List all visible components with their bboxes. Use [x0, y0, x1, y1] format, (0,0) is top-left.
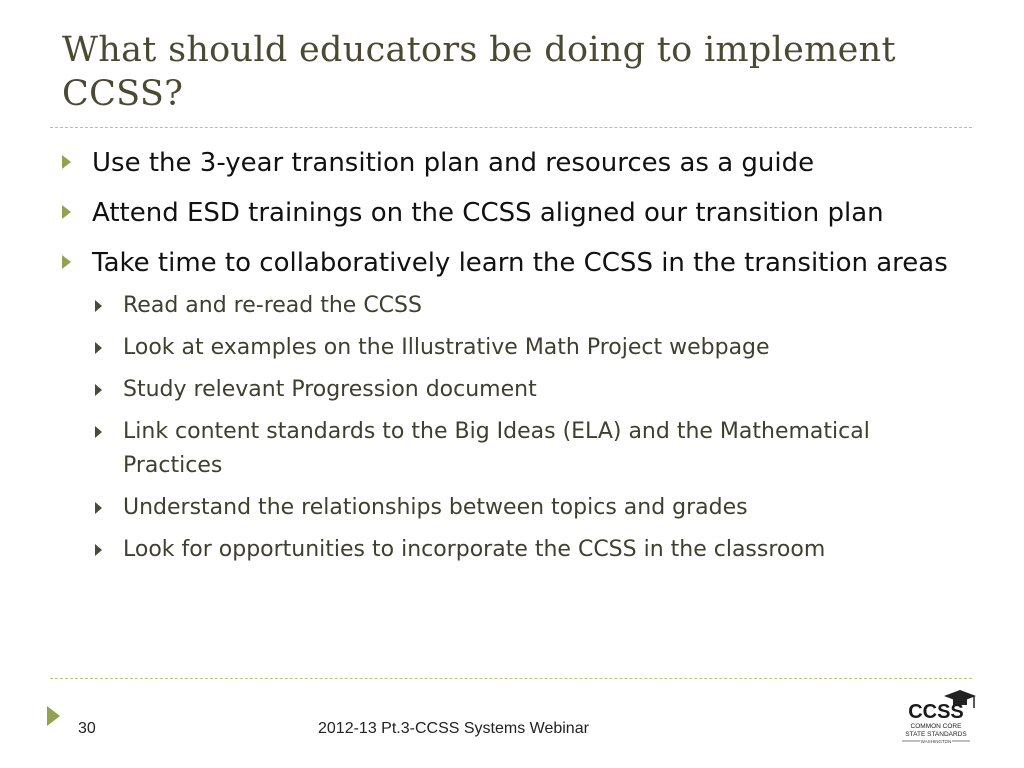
sub-bullet-text: Read and re-read the CCSS [123, 293, 422, 318]
sub-bullet-arrow-icon [95, 342, 102, 354]
sub-bullet-item [62, 289, 962, 323]
footer-caption: 2012-13 Pt.3-CCSS Systems Webinar [318, 720, 589, 737]
sub-bullet-item [62, 491, 962, 525]
bullet-arrow-icon [62, 155, 71, 169]
sub-bullet-list [62, 289, 962, 567]
bullet-text: Take time to collaboratively learn the CCSS in the transition areas [92, 248, 948, 278]
footer-divider [50, 678, 972, 679]
bullet-text: Attend ESD trainings on the CCSS aligned our transition plan [92, 198, 884, 228]
bullet-item [62, 195, 962, 232]
bullet-item [62, 145, 962, 182]
sub-bullet-arrow-icon [95, 426, 102, 438]
sub-bullet-text: Link content standards to the Big Ideas (ELA) and the Mathematical Practices [123, 419, 870, 478]
bullet-text: Use the 3-year transition plan and resources as a guide [92, 148, 815, 178]
ccss-logo [896, 688, 976, 748]
sub-bullet-arrow-icon [95, 384, 102, 396]
sub-bullet-text: Look at examples on the Illustrative Math Project webpage [123, 335, 770, 360]
sub-bullet-item [62, 415, 962, 483]
bullet-list [62, 145, 962, 575]
bullet-arrow-icon [62, 255, 71, 269]
logo-line-1: COMMON CORE [910, 723, 962, 730]
title-divider [50, 127, 972, 128]
sub-bullet-text: Study relevant Progression document [123, 377, 537, 402]
logo-line-2: STATE STANDARDS [905, 731, 967, 738]
sub-bullet-arrow-icon [95, 544, 102, 556]
logo-mark: CCSS [908, 701, 964, 723]
sub-bullet-item [62, 533, 962, 567]
sub-bullet-arrow-icon [95, 502, 102, 514]
bullet-arrow-icon [62, 205, 71, 219]
sub-bullet-text: Look for opportunities to incorporate the CCSS in the classroom [123, 537, 826, 562]
sub-bullet-item [62, 373, 962, 407]
bullet-item [62, 245, 962, 282]
sub-bullet-arrow-icon [95, 300, 102, 312]
sub-bullet-item [62, 331, 962, 365]
footer-arrow-icon [47, 706, 60, 726]
sub-bullet-text: Understand the relationships between topics and grades [123, 495, 748, 520]
slide-number: 30 [78, 720, 96, 737]
logo-line-3: WASHINGTON [920, 739, 952, 744]
slide-title: What should educators be doing to implement CCSS? [62, 30, 896, 114]
